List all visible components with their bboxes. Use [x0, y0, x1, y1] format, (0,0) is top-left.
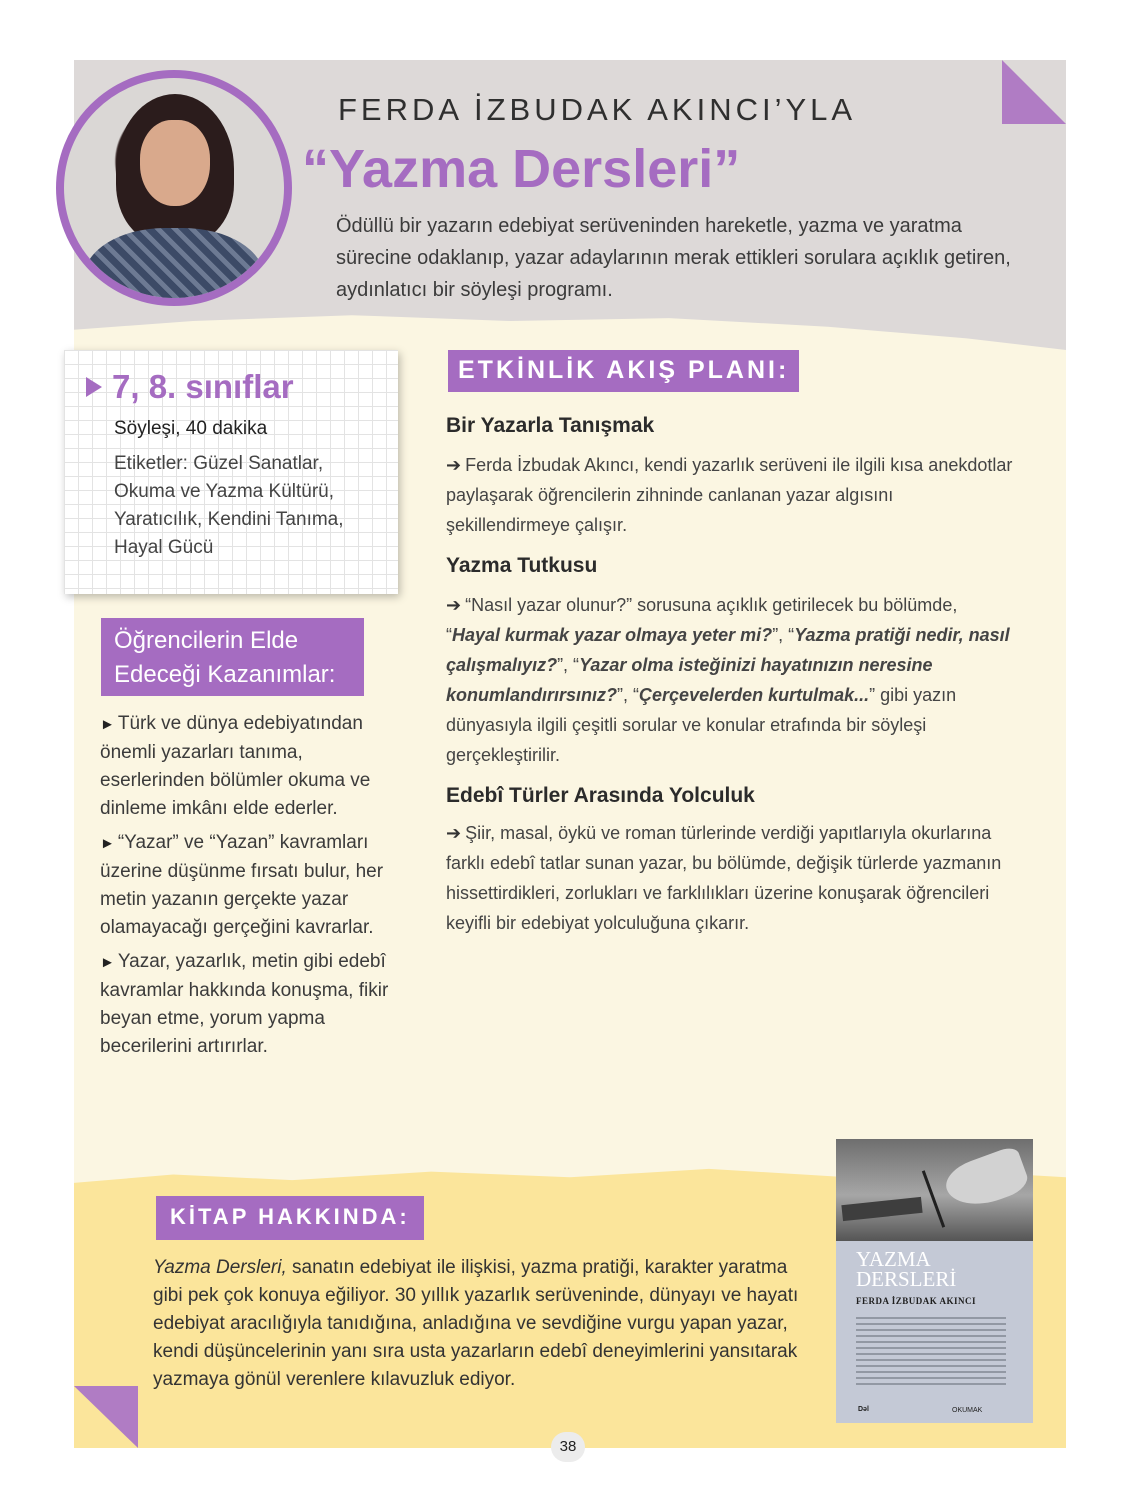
- bullet-triangle-icon: ►: [100, 835, 115, 852]
- cover-title: [856, 1249, 956, 1289]
- arrow-right-icon: ➔: [446, 595, 462, 615]
- bullet-triangle-icon: ►: [100, 716, 115, 733]
- bullet-triangle-icon: ►: [100, 954, 115, 971]
- grade-row: [86, 368, 294, 406]
- tags: Etiketler: Güzel Sanatlar, Okuma ve Yazma Kültürü, Yaratıcılık, Kendini Tanıma, Hayal Gücü: [114, 453, 344, 558]
- outcomes-list: [100, 710, 400, 1067]
- cover-photo-arm: [941, 1145, 1032, 1216]
- book-about-label: KİTAP HAKKINDA:: [156, 1196, 424, 1240]
- portrait-body: [84, 228, 264, 306]
- list-item: [100, 948, 400, 1061]
- cover-photo: [836, 1139, 1033, 1241]
- list-item: [100, 710, 400, 823]
- arrow-right-icon: ➔: [446, 455, 462, 475]
- publisher-logo: Dəl: [858, 1406, 869, 1413]
- section-title-genres: Edebî Türler Arasında Yolculuk: [446, 784, 755, 807]
- duration: Söyleşi, 40 dakika: [114, 418, 268, 439]
- page-number: 38: [551, 1432, 585, 1462]
- question-3: Yazar olma isteğinizi hayatınızın neresine konumlandırırsınız?: [446, 655, 933, 705]
- list-item: [100, 829, 400, 942]
- header-lead: Ödüllü bir yazarın edebiyat serüveninden hareketle, yazma ve yaratma sürecine odaklanıp, yazar adaylarının merak ettikleri sorulara açıklık getiren, aydınlatıcı bir söyleşi programı.: [336, 215, 1011, 301]
- portrait-face: [140, 120, 210, 206]
- book-cover: [836, 1139, 1033, 1423]
- outcomes-title: Öğrencilerin Elde Edeceği Kazanımlar:: [101, 618, 364, 696]
- book-title-inline: Yazma Dersleri,: [153, 1257, 287, 1278]
- info-card: [64, 350, 398, 594]
- section-title-meeting: Bir Yazarla Tanışmak: [446, 414, 655, 437]
- series-label: OKUMAK: [952, 1407, 983, 1414]
- question-4: Çerçevelerden kurtulmak...: [639, 685, 870, 705]
- book-description: Yazma Dersleri, sanatın edebiyat ile ilişkisi, yazma pratiği, karakter yaratma gibi pek çok konuya eğiliyor. 30 yıllık yazarlık serüveninde, dünyayı ve hayatı edebiyat aracılığıyla tanıdığına, anladığına ve sevdiğine vurgu yapan yazar, kendi düşüncelerinin yanı sıra usta yazarların edebî deneyimlerini yansıtarak yazmaya gönül verenlere kılavuzluk ediyor.: [153, 1257, 799, 1390]
- grade-level: 7, 8. sınıflar: [112, 368, 294, 405]
- page-title: “Yazma Dersleri”: [302, 139, 741, 199]
- cover-blurb-text: [856, 1317, 1006, 1387]
- section-title-passion: Yazma Tutkusu: [446, 554, 598, 577]
- outcome-text: Türk ve dünya edebiyatından önemli yazarları tanıma, eserlerinden bölümler okuma ve dinleme imkânı elde ederler.: [100, 713, 371, 819]
- section-body-passion: ➔ “Nasıl yazar olunur?” sorusuna açıklık getirilecek bu bölümde, “Hayal kurmak yazar olmaya yeter mi?”, “Yazma pratiği nedir, nasıl çalışmalıyız?”, “Yazar olma isteğinizi hayatınızın neresine konumlandırırsınız?”, “Çerçevelerden kurtulmak...” gibi yazın dünyasıyla ilgili çeşitli sorular ve konular etrafında bir söyleşi gerçekleştirilir.: [446, 595, 1010, 765]
- play-arrow-icon: [86, 377, 102, 397]
- cover-photo-pen: [922, 1170, 945, 1227]
- section-body-meeting: ➔ Ferda İzbudak Akıncı, kendi yazarlık serüveni ile ilgili kısa anekdotlar paylaşarak öğrencilerin zihninde canlanan yazar algısını şekillendirmeye çalışır.: [446, 455, 1013, 535]
- flow-plan-label: ETKİNLİK AKIŞ PLANI:: [448, 350, 799, 392]
- cover-title-line2: DERSLERİ: [856, 1267, 957, 1291]
- outcome-text: “Yazar” ve “Yazan” kavramları üzerine düşünme fırsatı bulur, her metin yazanın gerçekte yazar olamayacağı gerçeğini kavrarlar.: [100, 832, 384, 938]
- section-body-genres: ➔ Şiir, masal, öykü ve roman türlerinde verdiği yapıtlarıyla okurlarına farklı edebî tatlar sunan yazar, bu bölümde, değişik türlerde yazmanın hissettirdikleri, zorlukları ve farklılıkları üzerine konuşarak öğrencileri keyifli bir edebiyat yolculuğuna çıkarır.: [446, 823, 1002, 933]
- arrow-right-icon: ➔: [446, 823, 462, 843]
- question-1: Hayal kurmak yazar olmaya yeter mi?: [452, 625, 773, 645]
- cover-photo-book: [841, 1197, 922, 1221]
- header-kicker: FERDA İZBUDAK AKINCI’YLA: [338, 92, 857, 127]
- cover-author: FERDA İZBUDAK AKINCI: [856, 1296, 977, 1306]
- question-2: Yazma pratiği nedir, nasıl çalışmalıyız?: [446, 625, 1010, 675]
- outcome-text: Yazar, yazarlık, metin gibi edebî kavramlar hakkında konuşma, fikir beyan etme, yorum yapma becerilerini artırırlar.: [100, 951, 389, 1057]
- author-portrait: [56, 70, 292, 306]
- cover-title-line1: YAZMA: [856, 1247, 931, 1271]
